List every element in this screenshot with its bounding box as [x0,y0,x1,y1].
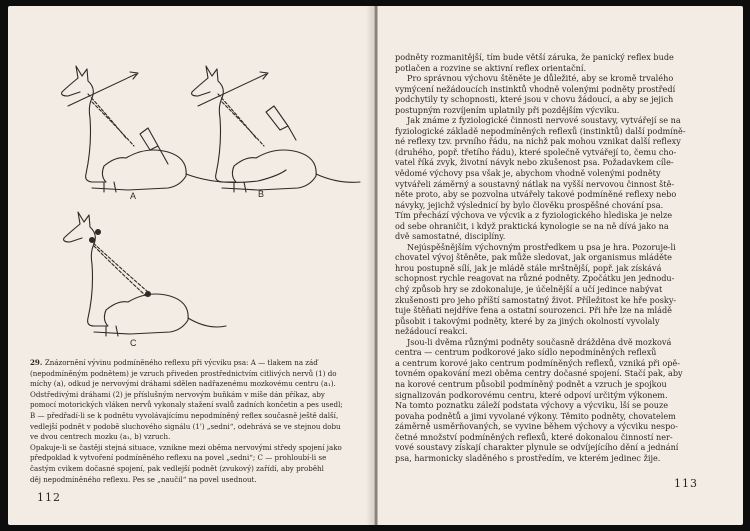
figure-c-dog [64,212,226,336]
text-line: nežádoucí reakci. [395,326,468,337]
text-line: schopnost rychle reagovat na různé podněty. Zpočátku jen jednodu- [395,273,675,284]
text-line: vatel říká zvyk, životní návyk nebo zkušenost psa. Požadavkem cíle- [395,157,674,168]
body-text [395,52,716,463]
text-line: psa, harmonicky sladěného s prostředím, ve kterém jedinec žije. [395,452,661,463]
text-line: fyziologické základě nepodmíněných reflexů (instinktů) další podmíně- [395,125,686,136]
caption-line: častým cvikem dočasné spojení, pak vedlejší podnět (zvukový) zařídí, aby proběhl [30,463,324,473]
caption-line: pomocí motorických vláken nervů vykonaly stažení svalů zadních končetin a pes usedl; [30,400,343,410]
text-line: tovném opakování mezi oběma centry dočasné spojení. Stačí pak, aby [395,368,683,379]
page-number-right: 113 [674,477,698,490]
text-line: dvě samostatné, disciplíny. [395,231,506,242]
text-line: potlačen a rozvine se aktivní reflex orientační. [395,62,587,73]
caption-line: děj nepodmíněného reflexu. Pes se „naučil“ na povel usednout. [30,474,257,484]
caption-line: Odstředivými dráhami (2) je příslušným nervovým buňkám v míše dán příkaz, aby [30,389,325,399]
figure-caption [30,358,360,485]
text-line: Pro správnou výchovu štěněte je důležité, aby se kromě trvalého [407,73,674,84]
text-line: Jsou-li dvěma různými podněty současně drážděna dvě mozková [407,336,672,347]
text-line: něte proto, aby se pozvolna utvářely takové podmíněné reflexy nebo [395,189,677,200]
caption-line: Opakuje-li se častěji stejná situace, vznikne mezi oběma nervovými středy spojení jako [30,442,342,452]
caption-line: vedlejší podnět v podobě sluchového signálu (1') „sedni“, odehrává se ve stejnou dobu [30,421,341,431]
text-line: vové soustavy získají charakter plynule se odvíjejícího dění a jednání [395,442,679,453]
text-line: vymýcení nežádoucích instinktů vhodně volenými podněty prostředí [395,83,676,94]
caption-line: míchy (a), odkud je nervovými dráhami sdělen nadřazenému mozkovému centru (a₁). [30,379,336,389]
text-line: hrou postupně sílí, jak je mládě stále mrštnější, popř. jak získává [395,262,662,273]
figure-number: 29. [30,358,45,367]
text-line: chovatel vývoj štěněte, pak může sledovat, jak organismus mláděte [395,252,672,263]
caption-line: (nepodmíněným podnětem) je vzruch přiveden prostřednictvím citlivých nervů (1) do [30,368,337,378]
text-line: návyky, jejichž výslednicí by bylo člověku prospěšné chování psa. [395,199,664,210]
text-line: signalizován podkorovému centru, které odpoví určitým výkonem. [395,389,668,400]
figure-label-b: B [258,189,265,199]
figure-label-a: A [130,191,137,201]
text-line: tuje štěňati nejdříve fena a ostatní sourozenci. Při hře lze na mládě [395,305,672,316]
text-line: záměrně usměrňovaných, se vyvine během výchovy a výcviku nespo- [395,421,678,432]
text-line: postupným rozvíjením uplatnily při pozdějším výcviku. [395,104,620,115]
text-line: (druhého, popř. třetího řádu), které společně vytvářejí to, čemu cho- [395,146,677,157]
text-line: a centrum korové jako centrum podmíněných reflexů, vzniká při opě- [395,357,680,368]
text-line: Nejúspěšnějším výchovným prostředkem u psa je hra. Pozoruje-li [407,241,676,252]
text-line: chý způsob hry se zdokonaluje, je účelnější a učí jedince nabývat [395,284,663,295]
text-line: Tím přechází výchova ve výcvik a z fyziologického hlediska je nelze [395,210,673,221]
text-line: povaha podnětů a jimi vyvolané výkony. Těmito podněty, chovatelem [395,410,676,421]
dog-reflex-figures [8,6,374,356]
text-line: vytvářeli záměrný a soustavný nátlak na vyšší nervovou činnost ště- [395,178,675,189]
text-line: Na tomto poznatku záleží podstata výchovy a výcviku, lší se pouze [395,400,669,411]
figure-b-dog [192,66,360,192]
page-number-left: 112 [37,491,61,504]
figure-label-c: C [130,338,137,348]
text-line: né reflexy tzv. prvního řádu, na nichž pak mohou vznikat další reflexy [395,136,681,147]
text-line: Jak známe z fyziologické činnosti nervové soustavy, vytvářejí se na [407,115,681,126]
text-line: četné množství podmíněných reflexů, které dokonalou činností ner- [395,431,673,442]
right-page [378,6,743,525]
text-line: působit i takovými podněty, které by za jiných okolností vyvolaly [395,315,660,326]
text-line: zkušenosti pro jeho příští samostatný život. Příležitost ke hře posky- [395,294,677,305]
caption-line: ve dvou centrech mozku (a₁, b) vzruch. [30,432,171,442]
figure-a-dog [62,66,286,192]
caption-line: B — předřadí-li se k podnětu vyvolávajícímu nepodmíněný reflex současně ještě další, [30,410,339,420]
text-line: na korové centrum působil podmíněný podnět a vzruch je spojkou [395,378,667,389]
text-line: od sebe ohraničit, i když praktická kynologie se na ně dívá jako na [395,220,669,231]
caption-line: předpoklad k vytvoření podmíněného reflexu na povel „sedni“; C — prohloubí-li se [30,453,327,463]
left-page [8,6,374,525]
text-line: vědomé výchovy psa však je, abychom vhodně volenými podněty [395,168,661,179]
caption-line: 29. Znázornění vývinu podmíněného reflexu při výcviku psa: A — tlakem na záď [30,358,318,367]
text-line: podněty rozmanitější, tím bude větší záruka, že panický reflex bude [395,52,674,62]
text-line: podchytily ty schopnosti, které jsou v chovu žádoucí, a aby se jejich [395,94,674,105]
text-line: centra — centrum podkorové jako sídlo nepodmíněných reflexů [395,347,657,358]
